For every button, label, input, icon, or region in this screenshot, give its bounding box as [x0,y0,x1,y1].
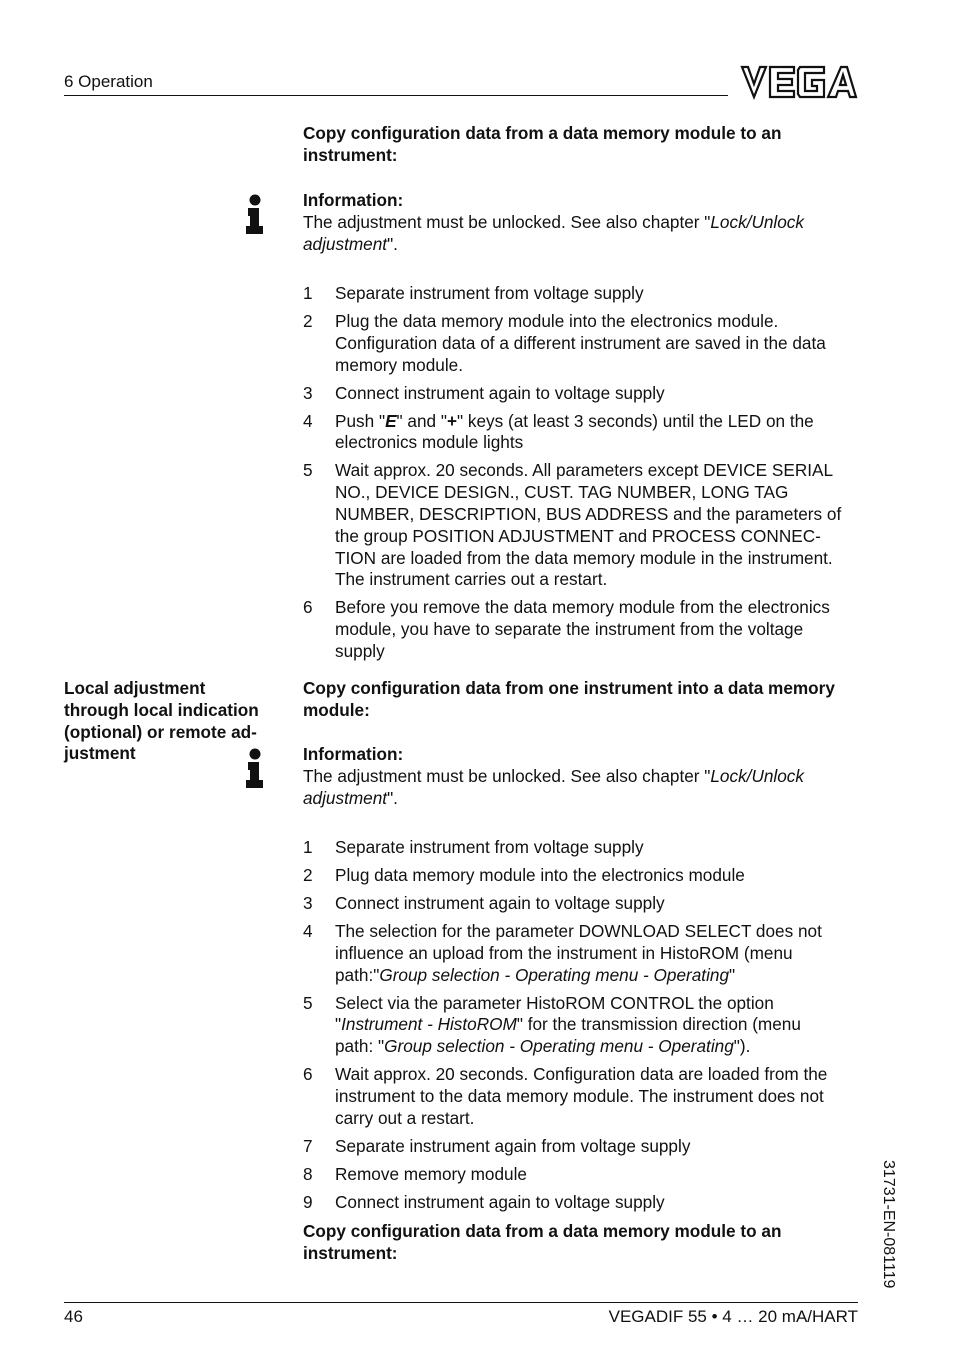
section1-heading: Copy configuration data from a data memory module to an instrument: [303,123,782,165]
document-code [868,1158,908,1308]
list-item: 9 Connect instrument again to voltage supply [303,1191,665,1212]
list-item: 5 Wait approx. 20 seconds. All parameters except DEVICE SERIAL NO., DEVICE DESIGN., CUST. TAG NUMBER, LONG TAG NUMBER, DESCRIPTION, BUS ADDRESS and the parameters of the group POSITION ADJUSTMENT and PROCESS CONNEC- TION are loaded from the data memory module in the instrument. The instrument carries out a restart. [303,460,842,590]
list-item: 7 Separate instrument again from voltage supply [303,1135,691,1156]
section2-steps [303,837,863,1220]
info-icon [244,194,266,236]
section2-heading: Copy configuration data from one instrument into a data memory module: [303,678,835,720]
list-item: 2 Plug data memory module into the electronics module [303,864,745,885]
info-icon [244,748,266,790]
header-rule [64,95,728,96]
vega-logo [740,64,858,100]
chapter-header: 6 Operation [64,72,153,91]
product-name: VEGADIF 55 • 4 … 20 mA/HART [608,1307,858,1326]
list-item: 6 Wait approx. 20 seconds. Configuration data are loaded from the instrument to the data memory module. The instrument does not carry out a restart. [303,1064,828,1128]
list-item: 3 Connect instrument again to voltage supply [303,892,665,913]
list-item: 2 Plug the data memory module into the electronics module. Configuration data of a different instrument are saved in the data memory module. [303,310,826,375]
section1-info [303,190,863,255]
list-item: 4 Push "E" and "+" keys (at least 3 seconds) until the LED on the electronics module lights [303,410,814,453]
list-item: 5 Select via the parameter HistoROM CONTROL the option "Instrument - HistoROM" for the transmission direction (menu path: "Group selection - Operating menu - Operating"). [303,992,801,1057]
footer-rule [64,1302,858,1303]
info-line1: The adjustment must be unlocked. See also chapter "Lock/Unlock [303,211,804,232]
section3-heading: Copy configuration data from a data memory module to an instrument: [303,1221,782,1263]
list-item: 1 Separate instrument from voltage supply [303,837,644,857]
info-line1: The adjustment must be unlocked. See also chapter "Lock/Unlock [303,765,804,786]
info-title: Information: [303,190,404,210]
list-item: 4 The selection for the parameter DOWNLOAD SELECT does not influence an upload from the instrument in HistoROM (menu path:"Group selection - Operating menu - Operating" [303,920,822,985]
svg-text:31731-EN-081119: 31731-EN-081119 [880,1160,897,1289]
info-title: Information: [303,744,404,764]
list-item: 8 Remove memory module [303,1163,527,1184]
sidebar-heading: Local adjustment through local indication (optional) or remote ad- justment [64,678,259,764]
section2-info [303,744,863,809]
list-item: 6 Before you remove the data memory module from the electronics module, you have to separate the instrument from the voltage supply [303,597,830,661]
page-number: 46 [64,1307,83,1326]
info-line2: adjustment". [303,787,398,808]
section1-steps [303,283,863,669]
info-line2: adjustment". [303,233,398,254]
list-item: 1 Separate instrument from voltage supply [303,283,644,303]
list-item: 3 Connect instrument again to voltage supply [303,382,665,403]
